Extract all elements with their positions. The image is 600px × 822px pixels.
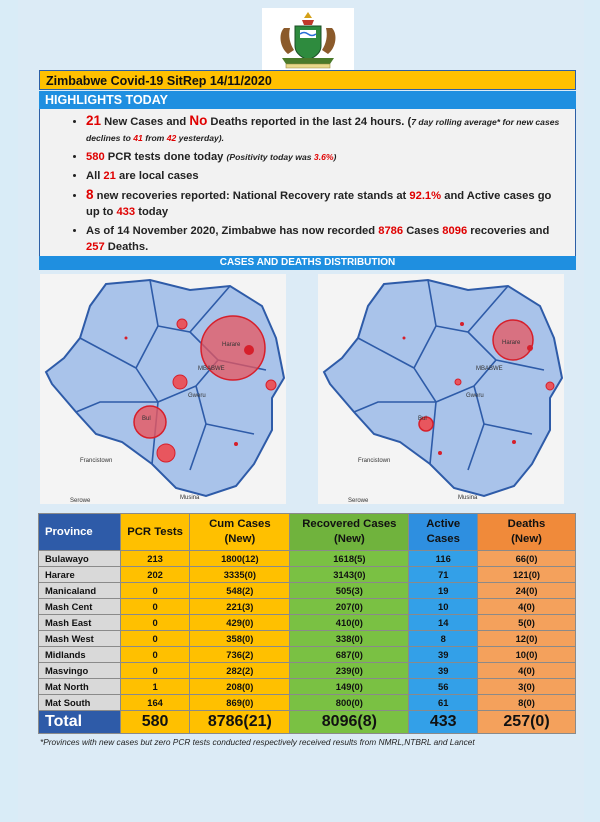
highlights-heading: HIGHLIGHTS TODAY xyxy=(39,91,576,109)
cell-rec: 239(0) xyxy=(290,663,409,679)
masvingo-case-bubble xyxy=(234,442,238,446)
cell-cum: 548(2) xyxy=(190,583,290,599)
cell-rec: 800(0) xyxy=(290,695,409,711)
masvingo-death-bubble xyxy=(512,440,516,444)
mat-south-case-bubble xyxy=(157,444,175,462)
cell-province: Masvingo xyxy=(39,663,121,679)
cell-province: Bulawayo xyxy=(39,551,121,567)
map-label-country: MBABWE xyxy=(476,366,503,372)
cell-deaths: 121(0) xyxy=(478,567,576,583)
sitrep-title: Zimbabwe Covid-19 SitRep 14/11/2020 xyxy=(39,70,576,90)
mash-cent-death-bubble xyxy=(460,322,464,326)
cell-tests: 0 xyxy=(120,599,190,615)
cell-tests: 1 xyxy=(120,679,190,695)
cell-province: Mash Cent xyxy=(39,599,121,615)
highlight-cumulative: • As of 14 November 2020, Zimbabwe has now recorded 8786 Cases 8096 recoveries and 257 Deaths. xyxy=(86,223,567,255)
table-total-row xyxy=(39,711,576,734)
map-label-gweru: Gweru xyxy=(466,393,484,399)
cell-active: 14 xyxy=(409,615,478,631)
cell-deaths: 8(0) xyxy=(478,695,576,711)
table-row xyxy=(39,567,576,583)
mat-south-death-bubble xyxy=(438,451,442,455)
table-row xyxy=(39,631,576,647)
map-label-harare: Harare xyxy=(222,342,241,348)
cell-active: 19 xyxy=(409,583,478,599)
cell-deaths: 10(0) xyxy=(478,647,576,663)
cell-cum: 358(0) xyxy=(190,631,290,647)
total-tests: 580 xyxy=(120,711,190,734)
cell-deaths: 66(0) xyxy=(478,551,576,567)
cell-active: 61 xyxy=(409,695,478,711)
cell-rec: 207(0) xyxy=(290,599,409,615)
cell-cum: 429(0) xyxy=(190,615,290,631)
mash-cent-case-bubble xyxy=(177,319,187,329)
table-row xyxy=(39,647,576,663)
highlight-new-cases: • 21 New Cases and No Deaths reported in the last 24 hours. (7 day rolling average* for new cases declines to 41 from 42 yesterday). xyxy=(86,113,567,146)
map-label-serowe: Serowe xyxy=(348,498,369,504)
highlights-box xyxy=(39,109,576,256)
cell-province: Midlands xyxy=(39,647,121,663)
map-label-musina: Musina xyxy=(180,495,200,501)
cell-deaths: 12(0) xyxy=(478,631,576,647)
cell-tests: 164 xyxy=(120,695,190,711)
map-label-musina: Musina xyxy=(458,495,478,501)
map-label-francistown: Francistown xyxy=(358,458,391,464)
highlight-pcr-tests: • 580 PCR tests done today (Positivity today was 3.6%) xyxy=(86,149,567,165)
table-row xyxy=(39,551,576,567)
cell-rec: 505(3) xyxy=(290,583,409,599)
province-table xyxy=(38,513,576,734)
cell-province: Harare xyxy=(39,567,121,583)
cell-cum: 282(2) xyxy=(190,663,290,679)
header-province: Province xyxy=(39,514,121,551)
cell-province: Mat North xyxy=(39,679,121,695)
highlight-recoveries: • 8 new recoveries reported: National Recovery rate stands at 92.1% and Active cases go up to 433 today xyxy=(86,187,567,220)
total-active: 433 xyxy=(409,711,478,734)
total-cum: 8786(21) xyxy=(190,711,290,734)
cell-province: Mash West xyxy=(39,631,121,647)
table-header-row xyxy=(39,514,576,551)
cell-deaths: 4(0) xyxy=(478,663,576,679)
cell-tests: 202 xyxy=(120,567,190,583)
table-row xyxy=(39,679,576,695)
header-deaths: Deaths (New) xyxy=(478,514,576,551)
new-cases-value: 21 xyxy=(86,113,102,128)
cell-tests: 0 xyxy=(120,647,190,663)
cell-tests: 213 xyxy=(120,551,190,567)
total-province: Total xyxy=(39,711,121,734)
header-recovered: Recovered Cases (New) xyxy=(290,514,409,551)
cell-rec: 338(0) xyxy=(290,631,409,647)
bulawayo-case-bubble xyxy=(134,406,166,438)
header-active: Active Cases xyxy=(409,514,478,551)
cell-active: 39 xyxy=(409,647,478,663)
cell-deaths: 5(0) xyxy=(478,615,576,631)
cell-tests: 0 xyxy=(120,631,190,647)
mash-east-case-bubble xyxy=(244,345,254,355)
cell-deaths: 24(0) xyxy=(478,583,576,599)
map-label-gweru: Gweru xyxy=(188,393,206,399)
cell-active: 10 xyxy=(409,599,478,615)
cell-cum: 208(0) xyxy=(190,679,290,695)
cell-cum: 221(3) xyxy=(190,599,290,615)
cell-cum: 869(0) xyxy=(190,695,290,711)
manicaland-death-bubble xyxy=(546,382,554,390)
cell-active: 56 xyxy=(409,679,478,695)
cell-cum: 3335(0) xyxy=(190,567,290,583)
cell-province: Mash East xyxy=(39,615,121,631)
mat-north-case-bubble xyxy=(125,337,128,340)
map-label-country: MBABWE xyxy=(198,366,225,372)
table-row xyxy=(39,599,576,615)
cell-rec: 3143(0) xyxy=(290,567,409,583)
table-row xyxy=(39,615,576,631)
cell-cum: 736(2) xyxy=(190,647,290,663)
coat-of-arms-icon xyxy=(262,8,354,70)
header-pcr-tests: PCR Tests xyxy=(120,514,190,551)
cell-rec: 410(0) xyxy=(290,615,409,631)
cell-rec: 687(0) xyxy=(290,647,409,663)
map-label-harare: Harare xyxy=(502,340,521,346)
table-row xyxy=(39,695,576,711)
cell-active: 116 xyxy=(409,551,478,567)
mat-north-death-bubble xyxy=(403,337,406,340)
map-label-bulawayo: Bul xyxy=(418,416,427,422)
cell-deaths: 4(0) xyxy=(478,599,576,615)
header-cum-cases: Cum Cases (New) xyxy=(190,514,290,551)
cell-province: Manicaland xyxy=(39,583,121,599)
map-label-bulawayo: Bul xyxy=(142,416,151,422)
cell-tests: 0 xyxy=(120,615,190,631)
cases-map xyxy=(40,274,286,504)
cell-cum: 1800(12) xyxy=(190,551,290,567)
footnote: *Provinces with new cases but zero PCR tests conducted respectively received results from NMRL,NTBRL and Lancet xyxy=(40,737,475,747)
manicaland-case-bubble xyxy=(266,380,276,390)
table-row xyxy=(39,583,576,599)
highlight-local-cases: • All 21 are local cases xyxy=(86,168,567,184)
map-label-francistown: Francistown xyxy=(80,458,113,464)
total-deaths: 257(0) xyxy=(478,711,576,734)
cell-active: 8 xyxy=(409,631,478,647)
cell-tests: 0 xyxy=(120,583,190,599)
table-row xyxy=(39,663,576,679)
cell-active: 39 xyxy=(409,663,478,679)
cell-rec: 1618(5) xyxy=(290,551,409,567)
midlands-death-bubble xyxy=(455,379,461,385)
midlands-case-bubble xyxy=(173,375,187,389)
cell-tests: 0 xyxy=(120,663,190,679)
cell-active: 71 xyxy=(409,567,478,583)
map-label-serowe: Serowe xyxy=(70,498,91,504)
cell-rec: 149(0) xyxy=(290,679,409,695)
cell-province: Mat South xyxy=(39,695,121,711)
cell-deaths: 3(0) xyxy=(478,679,576,695)
deaths-map xyxy=(318,274,564,504)
mash-east-death-bubble xyxy=(527,345,533,351)
total-rec: 8096(8) xyxy=(290,711,409,734)
distribution-heading: CASES AND DEATHS DISTRIBUTION xyxy=(39,256,576,270)
